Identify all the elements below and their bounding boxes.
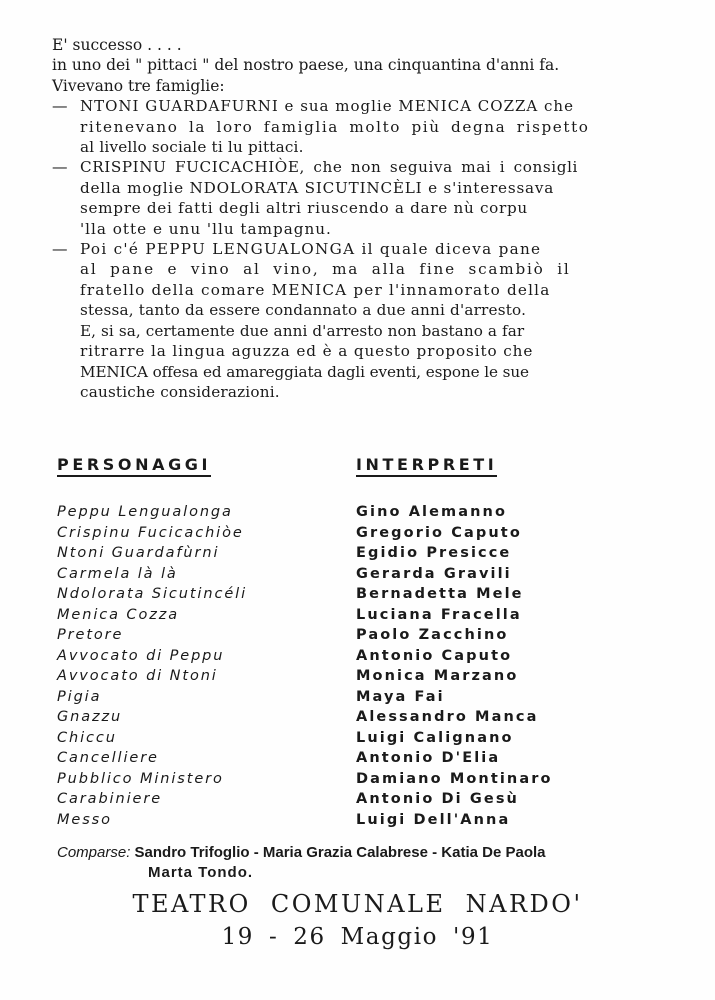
cast-actor: Damiano Montinaro: [356, 770, 553, 787]
venue-title: TEATRO COMUNALE NARDO': [132, 890, 583, 918]
item-line: della moglie NDOLORATA SICUTINCÈLI e s'interessava: [80, 178, 555, 197]
item-line: 'lla otte e unu 'llu tampagnu.: [80, 219, 332, 238]
item-line: E, si sa, certamente due anni d'arresto non bastano a far: [80, 321, 525, 340]
cast-actor: Gregorio Caputo: [356, 524, 522, 541]
performance-dates: 19 - 26 Maggio '91: [221, 924, 494, 950]
cast-actor: Monica Marzano: [356, 668, 519, 684]
item-line: MENICA offesa ed amareggiata dagli eventi, espone le sue: [80, 362, 529, 381]
roles-column: [57, 502, 247, 830]
family-item: [52, 157, 692, 239]
cast-role: Gnazzu: [57, 709, 123, 725]
cast-role: Menica Cozza: [57, 606, 180, 623]
cast-actor: Antonio Caputo: [356, 647, 513, 664]
cast-actor: Maya Fai: [356, 688, 445, 705]
comparse-names-continued: Marta Tondo.: [148, 864, 254, 881]
actors-heading: INTERPRETI: [356, 455, 497, 477]
cast-role: Ntoni Guardafùrni: [57, 545, 220, 561]
cast-actor: Antonio Di Gesù: [356, 791, 519, 807]
cast-role: Avvocato di Ntoni: [57, 668, 218, 684]
cast-role: Messo: [57, 811, 112, 828]
item-line: CRISPINU FUCICACHIÒE, che non seguiva mai i consigli: [80, 158, 578, 177]
cast-actor: Luciana Fracella: [356, 606, 522, 623]
dash-bullet: —: [52, 240, 68, 259]
dash-bullet: —: [52, 158, 68, 177]
cast-actor: Luigi Dell'Anna: [356, 811, 511, 828]
comparse-block: [57, 843, 697, 881]
cast-role: Peppu Lengualonga: [57, 504, 233, 520]
comparse-names: Sandro Trifoglio - Maria Grazia Calabrese - Katia De Paola: [134, 844, 546, 861]
actors-column: [356, 502, 553, 830]
intro-line: Vivevano tre famiglie:: [52, 76, 225, 95]
item-line: fratello della comare MENICA per l'innamorato della: [80, 280, 551, 299]
item-line: NTONI GUARDAFURNI e sua moglie MENICA COZZA che: [80, 97, 574, 116]
item-line: sempre dei fatti degli altri riuscendo a dare nù corpu: [80, 199, 528, 218]
item-line: ritrarre la lingua aguzza ed è a questo proposito che: [80, 342, 534, 361]
cast-role: Carmela là là: [57, 565, 178, 582]
cast-actor: Gino Alemanno: [356, 504, 508, 520]
cast-role: Cancelliere: [57, 750, 159, 766]
intro-line: E' successo . . . .: [52, 36, 182, 54]
cast-actor: Luigi Calignano: [356, 729, 514, 746]
item-line: al livello sociale ti lu pittaci.: [80, 138, 304, 157]
cast-role: Pubblico Ministero: [57, 770, 224, 787]
item-line: caustiche considerazioni.: [80, 382, 280, 401]
cast-actor: Antonio D'Elia: [356, 750, 501, 766]
family-item: [52, 96, 692, 157]
cast-role: Ndolorata Sicutincéli: [57, 586, 247, 602]
family-item: [52, 239, 692, 402]
item-line: al pane e vino al vino, ma alla fine scambiò il: [80, 260, 571, 279]
cast-role: Crispinu Fucicachiòe: [57, 524, 244, 541]
item-line: Poi c'é PEPPU LENGUALONGA il quale diceva pane: [80, 240, 542, 259]
cast-actor: Paolo Zacchino: [356, 627, 509, 643]
cast-role: Carabiniere: [57, 791, 163, 807]
comparse-label: Comparse:: [57, 844, 131, 861]
cast-role: Avvocato di Peppu: [57, 647, 225, 664]
roles-heading: PERSONAGGI: [57, 455, 211, 477]
intro-text: [52, 35, 692, 402]
cast-role: Pretore: [57, 627, 124, 643]
cast-actor: Bernadetta Mele: [356, 586, 524, 602]
dash-bullet: —: [52, 97, 68, 116]
cast-actor: Alessandro Manca: [356, 709, 539, 725]
item-line: ritenevano la loro famiglia molto più degna rispetto: [80, 117, 590, 136]
cast-role: Pigia: [57, 688, 102, 705]
item-line: stessa, tanto da essere condannato a due anni d'arresto.: [80, 301, 527, 320]
cast-actor: Gerarda Gravili: [356, 565, 512, 582]
cast-role: Chiccu: [57, 729, 117, 746]
intro-line: in uno dei " pittaci " del nostro paese, una cinquantina d'anni fa.: [52, 56, 560, 75]
cast-actor: Egidio Presicce: [356, 545, 512, 561]
